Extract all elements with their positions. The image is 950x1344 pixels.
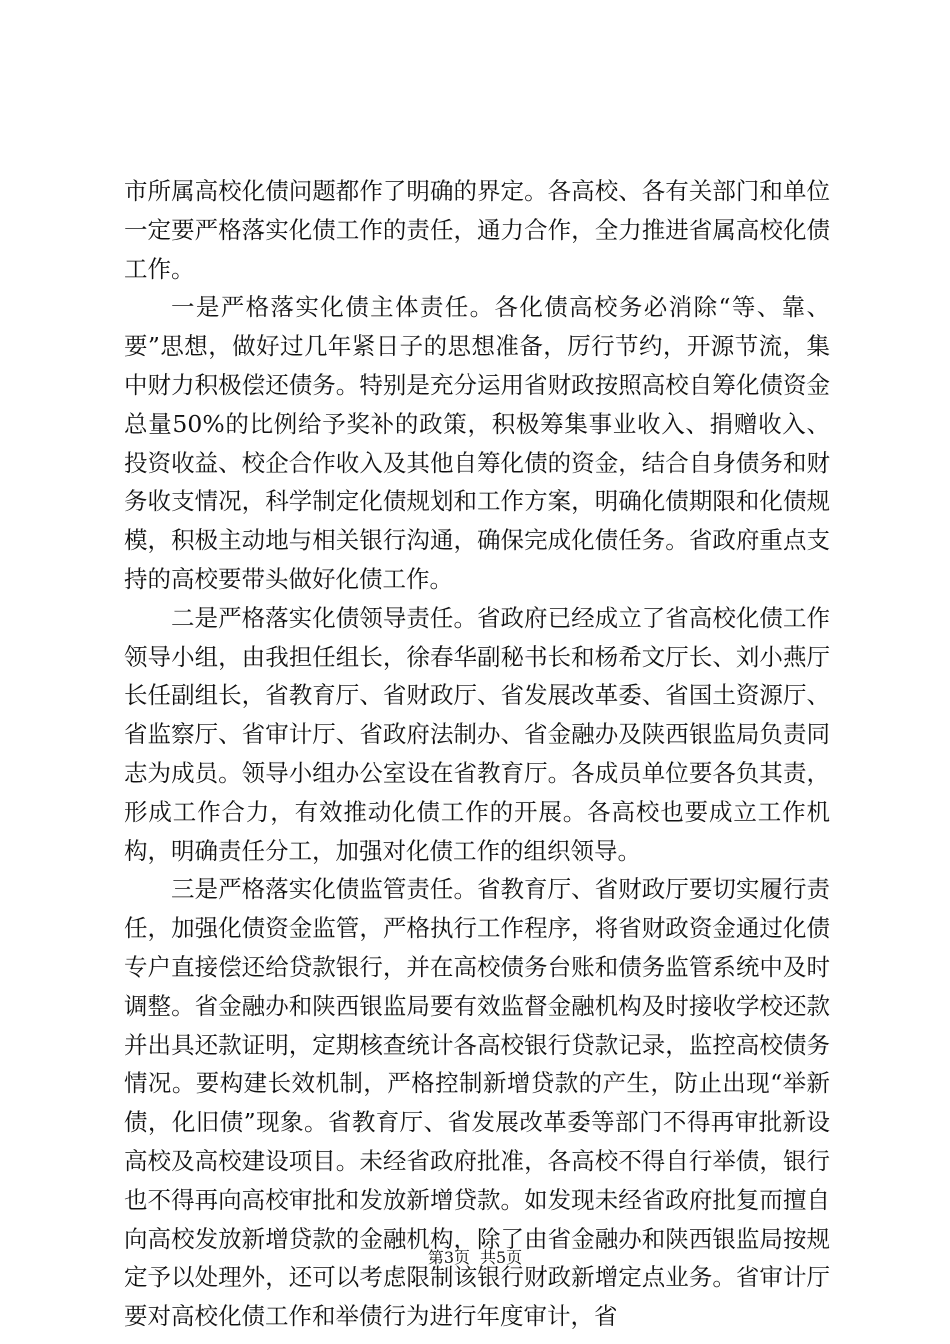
document-body [124,172,830,1336]
paragraph-1: 市所属高校化债问题都作了明确的界定。各高校、各有关部门和单位一定要严格落实化债工作的责任，通力合作，全力推进省属高校化债工作。 [124,177,830,283]
paragraph-2: 一是严格落实化债主体责任。各化债高校务必消除“等、靠、要”思想，做好过几年紧日子的思想准备，厉行节约，开源节流，集中财力积极偿还债务。特别是充分运用省财政按照高校自筹化债资金总量50%的比例给予奖补的政策，积极筹集事业收入、捐赠收入、投资收益、校企合作收入及其他自筹化债的资金，结合自身债务和财务收支情况，科学制定化债规划和工作方案，明确化债期限和化债规模，积极主动地与相关银行沟通，确保完成化债任务。省政府重点支持的高校要带头做好化债工作。 [124,293,830,593]
page-total: 共5页 [480,1248,523,1267]
page-footer [0,1248,950,1268]
page-number: 第3页 [427,1248,470,1267]
paragraph-4: 三是严格落实化债监管责任。省教育厅、省财政厅要切实履行责任，加强化债资金监管，严格执行工作程序，将省财政资金通过化债专户直接偿还给贷款银行，并在高校债务台账和债务监管系统中及时调整。省金融办和陕西银监局要有效监督金融机构及时接收学校还款并出具还款证明，定期核查统计各高校银行贷款记录，监控高校债务情况。要构建长效机制，严格控制新增贷款的产生，防止出现“举新债，化旧债”现象。省教育厅、省发展改革委等部门不得再审批新设高校及高校建设项目。未经省政府批准，各高校不得自行举债，银行也不得再向高校审批和发放新增贷款。如发现未经省政府批复而擅自向高校发放新增贷款的金融机构，除了由省金融办和陕西银监局按规定予以处理外，还可以考虑限制该银行财政新增定点业务。省审计厅要对高校化债工作和举债行为进行年度审计，省 [124,875,830,1331]
paragraph-3: 二是严格落实化债领导责任。省政府已经成立了省高校化债工作领导小组，由我担任组长，徐春华副秘书长和杨希文厅长、刘小燕厅长任副组长，省教育厅、省财政厅、省发展改革委、省国土资源厅、省监察厅、省审计厅、省政府法制办、省金融办及陕西银监局负责同志为成员。领导小组办公室设在省教育厅。各成员单位要各负其责，形成工作合力，有效推动化债工作的开展。各高校也要成立工作机构，明确责任分工，加强对化债工作的组织领导。 [124,603,830,865]
